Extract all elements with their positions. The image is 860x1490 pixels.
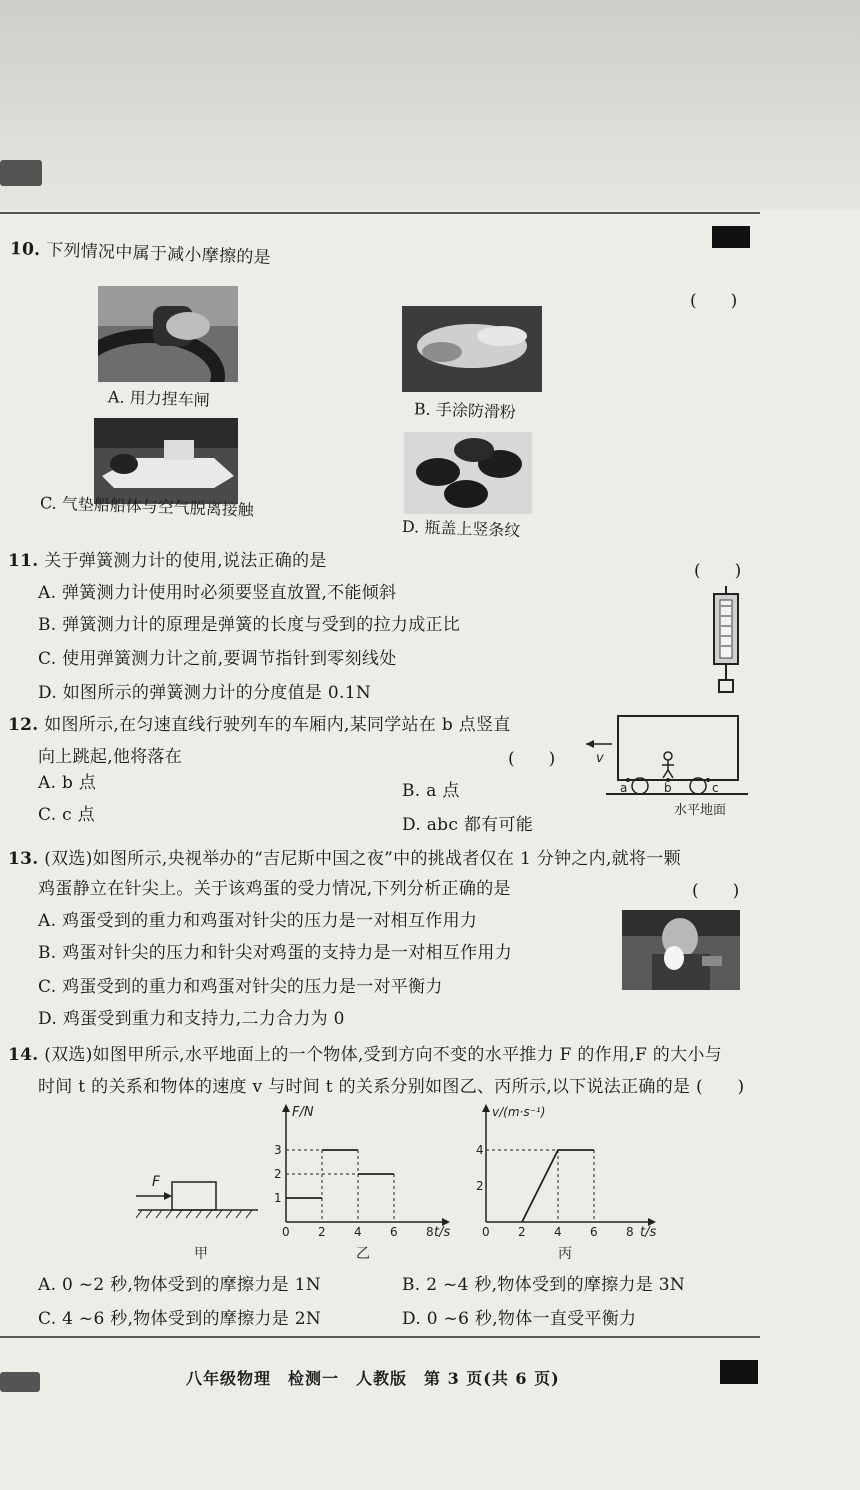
answer-paren: ( ) xyxy=(508,749,556,769)
spring-scale-figure xyxy=(706,586,746,698)
question-number: 10. xyxy=(9,239,41,261)
option-c: C. 鸡蛋受到的重力和鸡蛋对针尖的压力是一对平衡力 xyxy=(38,977,443,997)
option-a: A. 弹簧测力计使用时必须要竖直放置,不能倾斜 xyxy=(38,583,397,603)
option-c: C. 4 ~6 秒,物体受到的摩擦力是 2N xyxy=(38,1309,321,1329)
option-c: C. 使用弹簧测力计之前,要调节指针到零刻线处 xyxy=(38,649,397,669)
velocity-label: v xyxy=(596,751,604,766)
question-text: 关于弹簧测力计的使用,说法正确的是 xyxy=(44,551,327,571)
registration-mark xyxy=(712,226,750,248)
y-tick-label: 1 xyxy=(274,1191,282,1205)
question-11-stem xyxy=(8,546,327,571)
scan-smudge xyxy=(0,1372,40,1392)
figure-jia-label: 甲 xyxy=(194,1246,208,1262)
question-text: (双选)如图甲所示,水平地面上的一个物体,受到方向不变的水平推力 F 的作用,F 的大小与 xyxy=(44,1045,722,1065)
question-text: 如图所示,在匀速直线行驶列车的车厢内,某同学站在 b 点竖直 xyxy=(44,715,511,735)
x-tick-label: 4 xyxy=(354,1225,362,1239)
option-b-caption: B. 手涂防滑粉 xyxy=(413,399,517,422)
question-number: 11. xyxy=(8,551,39,571)
ground-hatching xyxy=(136,1210,252,1218)
option-d-caption: D. 瓶盖上竖条纹 xyxy=(401,516,521,541)
question-13-stem xyxy=(8,844,681,869)
top-rule xyxy=(0,212,760,214)
bottom-rule xyxy=(0,1336,760,1338)
option-a: A. 鸡蛋受到的重力和鸡蛋对针尖的压力是一对相互作用力 xyxy=(38,911,478,931)
x-axis-label: t/s xyxy=(434,1225,451,1240)
question-12-stem xyxy=(8,710,511,735)
bicycle-brake-photo xyxy=(98,286,238,382)
scan-smudge xyxy=(0,160,42,186)
option-d: D. abc 都有可能 xyxy=(402,815,534,835)
figure-yi-label: 乙 xyxy=(356,1246,370,1262)
x-tick-label: 2 xyxy=(318,1225,326,1239)
figure-yi-force-time-graph xyxy=(270,1100,460,1262)
x-tick-label: 8 xyxy=(626,1225,634,1239)
question-14-stem xyxy=(8,1040,722,1065)
x-tick-label: 0 xyxy=(282,1225,290,1239)
hovercraft-photo xyxy=(94,418,238,504)
x-tick-label: 2 xyxy=(518,1225,526,1239)
figure-bing-label: 丙 xyxy=(558,1246,572,1262)
option-d: D. 鸡蛋受到重力和支持力,二力合力为 0 xyxy=(38,1009,345,1029)
bottle-caps-photo xyxy=(404,432,532,514)
y-axis-label: F/N xyxy=(292,1105,314,1120)
option-b: B. 弹簧测力计的原理是弹簧的长度与受到的拉力成正比 xyxy=(38,615,461,635)
ground-label: 水平地面 xyxy=(674,803,727,818)
y-tick-label: 2 xyxy=(274,1167,282,1181)
point-a-label: a xyxy=(620,781,628,795)
train-car-figure xyxy=(582,708,752,822)
folded-top-margin xyxy=(0,0,860,215)
option-b: B. 鸡蛋对针尖的压力和针尖对鸡蛋的支持力是一对相互作用力 xyxy=(38,943,512,963)
y-tick-label: 4 xyxy=(476,1143,484,1157)
x-tick-label: 4 xyxy=(554,1225,562,1239)
option-d: D. 如图所示的弹簧测力计的分度值是 0.1N xyxy=(38,683,372,703)
x-tick-label: 8 xyxy=(426,1225,434,1239)
point-c-label: c xyxy=(712,781,719,795)
question-13-stem-line2: 鸡蛋静立在针尖上。关于该鸡蛋的受力情况,下列分析正确的是 xyxy=(38,879,511,899)
question-number: 13. xyxy=(8,849,39,869)
question-12-stem-line2: 向上跳起,他将落在 xyxy=(38,747,183,767)
x-tick-label: 6 xyxy=(590,1225,598,1239)
question-number: 14. xyxy=(8,1045,39,1065)
option-a-caption: A. 用力捏车闸 xyxy=(107,387,211,410)
option-b: B. a 点 xyxy=(402,781,460,801)
answer-paren: ( ) xyxy=(692,881,740,901)
option-b: B. 2 ~4 秒,物体受到的摩擦力是 3N xyxy=(402,1275,686,1295)
question-14-stem-line2: 时间 t 的关系和物体的速度 v 与时间 t 的关系分别如图乙、丙所示,以下说法正确的是 ( ) xyxy=(38,1077,745,1097)
y-axis-label: v/(m·s⁻¹) xyxy=(492,1105,546,1119)
figure-jia xyxy=(136,1166,266,1262)
figure-bing-velocity-time-graph xyxy=(476,1100,666,1262)
egg-on-needle-photo xyxy=(622,910,740,990)
page-footer: 八年级物理 检测一 人教版 第 3 页(共 6 页) xyxy=(186,1369,560,1388)
option-d: D. 0 ~6 秒,物体一直受平衡力 xyxy=(402,1309,637,1329)
x-tick-label: 0 xyxy=(482,1225,490,1239)
x-tick-label: 6 xyxy=(390,1225,398,1239)
question-text: (双选)如图所示,央视举办的“吉尼斯中国之夜”中的挑战者仅在 1 分钟之内,就将一颗 xyxy=(44,849,681,869)
option-c: C. c 点 xyxy=(38,805,95,825)
answer-paren: ( ) xyxy=(694,561,742,581)
hand-powder-photo xyxy=(402,306,542,392)
option-c-caption: C. 气垫船船体与空气脱离接触 xyxy=(39,493,255,520)
x-axis-label: t/s xyxy=(640,1225,657,1240)
question-number: 12. xyxy=(8,715,39,735)
option-a: A. b 点 xyxy=(38,773,97,793)
y-tick-label: 2 xyxy=(476,1179,484,1193)
question-text: 下列情况中属于减小摩擦的是 xyxy=(45,240,272,269)
y-tick-label: 3 xyxy=(274,1143,282,1157)
force-label: F xyxy=(152,1174,161,1190)
option-a: A. 0 ~2 秒,物体受到的摩擦力是 1N xyxy=(38,1275,321,1295)
answer-paren: ( ) xyxy=(690,291,738,311)
registration-mark xyxy=(720,1360,758,1384)
point-b-label: b xyxy=(664,781,672,795)
